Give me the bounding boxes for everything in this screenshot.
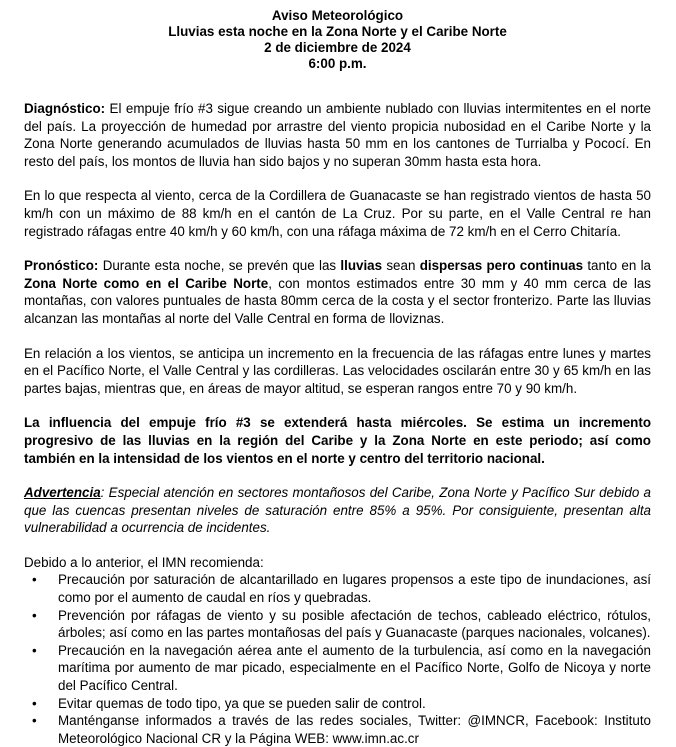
document-date: 2 de diciembre de 2024: [264, 40, 411, 55]
bullet-icon: •: [32, 642, 37, 658]
influencia-paragraph: La influencia del empuje frío #3 se extenderá hasta miércoles. Se estima un incremento progresivo de las lluvias en la región del Caribe y la Zona Norte en este periodo; así como también en la intensidad de los vientos en el norte y centro del territorio nacional.: [24, 415, 651, 466]
diagnostico-label: Diagnóstico:: [24, 101, 106, 116]
list-item: [32, 607, 651, 642]
advertencia-paragraph: [24, 484, 651, 537]
pronostico-paragraph: [24, 257, 651, 327]
advertencia-text: : Especial atención en sectores montañosos del Caribe, Zona Norte y Pacífico Sur debido a que las cuencas presentan niveles de saturación entre 85% a 95%. Por consiguiente, presentan alta vulnerabilidad a ocurrencia de incidentes.: [24, 485, 651, 536]
diagnostico-paragraph: [24, 100, 651, 170]
vientos-pronostico-paragraph: En relación a los vientos, se anticipa un incremento en la frecuencia de las ráfagas entre lunes y martes en el Pacífico Norte, el Valle Central y las cordilleras. Las velocidades oscilarán entre 30 y 65 km/h en las partes bajas, mientras que, en áreas de mayor altitud, se esperan rangos entre 70 y 90 km/h.: [24, 345, 651, 396]
pronostico-bold-1: lluvias: [340, 258, 383, 274]
document-title: Aviso Meteorológico: [271, 8, 404, 23]
viento-paragraph: En lo que respecta al viento, cerca de la Cordillera de Guanacaste se han registrado vientos de hasta 50 km/h con un máximo de 88 km/h en el cantón de La Cruz. Por su parte, en el Valle Central re han registrado ráfagas entre 40 km/h y 60 km/h, con una ráfaga máxima de 72 km/h en el Cerro Chitaría.: [24, 188, 651, 239]
pronostico-text-2: sean: [382, 258, 420, 274]
list-item: [32, 712, 651, 747]
list-item-text: Evitar quemas de todo tipo, ya que se pueden salir de control.: [58, 695, 426, 711]
diagnostico-text: El empuje frío #3 sigue creando un ambiente nublado con lluvias intermitentes en el norte del país. La proyección de humedad por arrastre del viento propicia nubosidad en el Caribe Norte y la Zona Norte generando acumulados de lluvias hasta 50 mm en los cantones de Turrialba y Pococí. En resto del país, los montos de lluvia han sido bajos y no superan 30mm hasta esta hora.: [24, 101, 651, 169]
advertencia-label: Advertencia: [24, 485, 101, 501]
pronostico-label: Pronóstico:: [24, 258, 99, 274]
list-item: [32, 695, 651, 713]
list-item: [32, 571, 651, 606]
list-item-text: Precaución por saturación de alcantarillado en lugares propensos a este tipo de inundaciones, así como por el aumento de caudal en ríos y quebradas.: [58, 572, 651, 606]
pronostico-bold-3: Zona Norte como en el Caribe Norte: [24, 275, 269, 291]
pronostico-text-1: Durante esta noche, se prevén que las: [98, 258, 341, 274]
list-item-text: Manténganse informados a través de las redes sociales, Twitter: @IMNCR, Facebook: Instituto Meteorológico Nacional CR y la Página WEB: www.imn.ac.cr: [58, 713, 651, 746]
list-item-text: Precaución en la navegación aérea ante el aumento de la turbulencia, así como en la navegación marítima por aumento de mar picado, especialmente en el Pacífico Norte, Golfo de Nicoya y norte del Pacífico Central.: [58, 642, 651, 694]
recomienda-list: [24, 571, 651, 747]
document-subtitle: Lluvias esta noche en la Zona Norte y el Caribe Norte: [168, 24, 507, 39]
bullet-icon: •: [32, 695, 37, 711]
pronostico-bold-2: dispersas pero continuas: [419, 258, 584, 274]
recomienda-intro: Debido a lo anterior, el IMN recomienda:: [24, 554, 264, 570]
document-time: 6:00 p.m.: [308, 56, 367, 71]
bullet-icon: •: [32, 713, 37, 729]
pronostico-text-3: tanto en la: [583, 258, 651, 274]
bullet-icon: •: [32, 607, 37, 623]
list-item-text: Prevención por ráfagas de viento y su posible afectación de techos, cableado eléctrico, rótulos, árboles; así como en las partes montañosas del país y Guanacaste (parques nacionales, volcanes).: [58, 607, 651, 641]
pronostico-text-4: , con montos estimados entre 30 mm y 40 mm cerca de las montañas, con valores puntuales de hasta 80mm cerca de la costa y el sector fronterizo. Parte las lluvias alcanzan las montañas al norte del Valle Central en forma de lloviznas.: [24, 275, 651, 326]
list-item: [32, 642, 651, 695]
bullet-icon: •: [32, 572, 37, 588]
document-header: [24, 8, 651, 72]
